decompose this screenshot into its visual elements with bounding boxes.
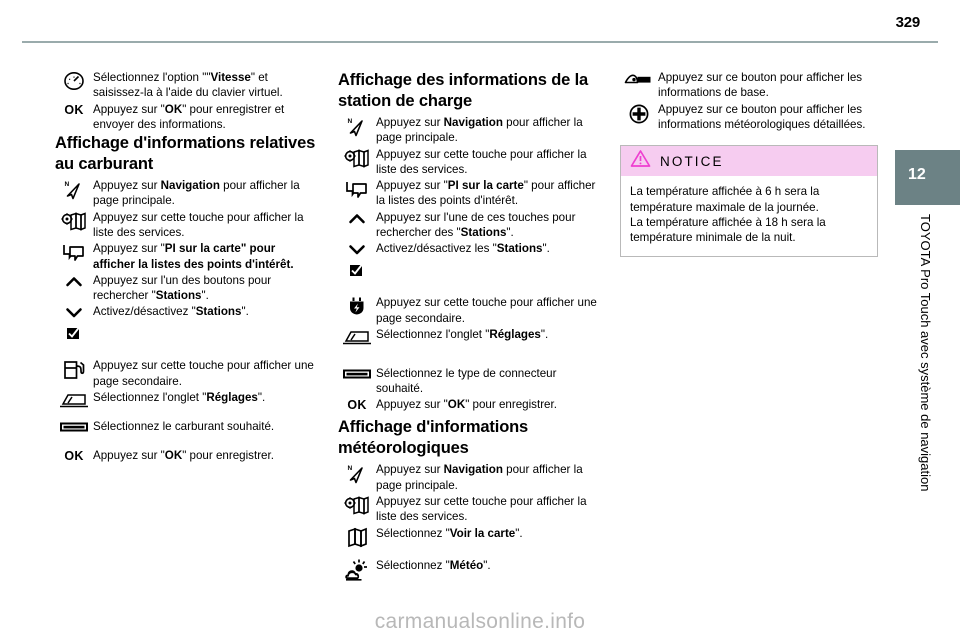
step-row [55,324,320,343]
step-row [338,147,603,178]
north-arrow-icon [338,462,376,485]
section-title-weather: Affichage d'informations météorologiques [338,418,529,458]
svg-text:N: N [347,465,353,473]
settings-tab-icon [338,327,376,346]
page-header [0,0,960,40]
step-row [338,261,603,280]
step-text: Sélectionnez "Météo". [376,558,491,572]
slider-bar-icon [338,366,376,385]
spacer [338,281,603,295]
step-row [55,178,320,209]
step-row [55,358,320,389]
poi-map-icon [338,178,376,201]
charging-plug-icon [338,295,376,318]
step-text: Appuyez sur ce bouton pour afficher les informations de base. [658,71,863,100]
step-row [338,494,603,525]
chapter-number: 12 [908,166,926,183]
ok-icon-label: OK [347,398,367,413]
step-text: Appuyez sur cette touche pour afficher la liste des services. [376,494,587,524]
step-text: Appuyez sur l'une de ces touches pour rechercher des "Stations". [376,210,576,239]
step-text: Appuyez sur ce bouton pour afficher les informations météorologiques détaillées. [658,102,866,131]
north-arrow-icon [338,115,376,138]
notice-title: NOTICE [660,153,724,169]
chapter-title-vertical [895,210,960,640]
map-icon [338,526,376,548]
chapter-title-text: TOYOTA Pro Touch avec système de navigation [918,214,933,492]
step-text: Sélectionnez le carburant souhaité. [93,420,275,434]
spacer [338,549,603,558]
step-row [55,304,320,323]
checkbox-checked-icon [55,324,93,343]
step-text: Appuyez sur Navigation pour afficher la page principale. [93,179,300,208]
step-text: Appuyez sur "OK" pour enregistrer et envoyer des informations. [93,102,285,131]
step-text: Sélectionnez l'onglet "Réglages". [93,391,266,405]
notice-line: La température affichée à 18 h sera la température minimale de la nuit. [630,216,826,245]
step-row [620,102,912,133]
step-text: Appuyez sur "OK" pour enregistrer. [93,449,274,463]
step-row [338,295,603,326]
step-row [55,210,320,241]
step-row [338,115,603,146]
spacer [338,347,603,366]
notice-box [620,145,878,257]
step-row [338,241,603,260]
warning-triangle-icon [630,149,651,173]
step-row [338,558,603,582]
section-title-charging-station: Affichage des informations de la station de charge [338,71,589,110]
step-row [338,210,603,241]
ok-button-icon [55,102,93,121]
step-row [338,462,603,493]
step-text: Sélectionnez l'option ""Vitesse" et saisissez-la à l'aide du clavier virtuel. [93,71,283,100]
weather-sun-cloud-icon [338,558,376,582]
north-arrow-icon [55,178,93,201]
ok-button-icon [338,397,376,416]
step-row [55,419,320,438]
step-text: Appuyez sur cette touche pour afficher une page secondaire. [93,359,314,388]
step-row [620,70,912,101]
step-text: Sélectionnez "Voir la carte". [376,526,523,540]
services-list-icon [55,210,93,232]
step-row [338,526,603,548]
spacer [55,410,320,419]
step-row [55,448,320,467]
page-body [55,70,895,615]
right-column [620,70,912,257]
chapter-side-tab [895,150,960,492]
middle-column [338,70,603,583]
poi-map-icon [55,241,93,264]
step-text: Appuyez sur cette touche pour afficher une page secondaire. [376,296,597,325]
step-text: Sélectionnez l'onglet "Réglages". [376,327,549,341]
chevron-up-icon [338,210,376,229]
slider-bar-icon [55,419,93,438]
chevron-down-icon [55,304,93,323]
step-row [338,327,603,346]
svg-text:N: N [347,117,353,125]
site-watermark: carmanualsonline.info [374,610,586,633]
svg-text:N: N [64,181,70,189]
step-text: Appuyez sur cette touche pour afficher la liste des services. [376,147,587,176]
notice-body [621,176,877,256]
step-row [55,241,320,272]
spacer [55,344,320,358]
step-text: Appuyez sur "PI sur la carte" pour afficher la listes des points d'intérêt. [93,242,294,271]
ok-icon-label: OK [64,449,84,464]
step-row [55,102,320,133]
step-text: Activez/désactivez "Stations". [93,305,249,319]
step-text: Appuyez sur cette touche pour afficher la liste des services. [93,210,304,239]
step-text: Appuyez sur Navigation pour afficher la page principale. [376,115,583,145]
left-column [55,70,320,468]
ok-icon-label: OK [64,102,84,117]
step-row [338,397,603,416]
step-text: Appuyez sur Navigation pour afficher la page principale. [376,463,583,492]
step-row [55,70,320,101]
step-text: Appuyez sur "PI sur la carte" pour afficher la listes des points d'intérêt. [376,179,596,208]
ok-button-icon [55,448,93,467]
settings-tab-icon [55,390,93,409]
step-text: Sélectionnez le type de connecteur souhaité. [376,366,557,396]
step-row [338,366,603,397]
speedometer-icon [55,70,93,91]
step-text: Appuyez sur l'un des boutons pour rechercher "Stations". [93,273,272,303]
step-text: Activez/désactivez les "Stations". [376,242,550,256]
step-text: Appuyez sur "OK" pour enregistrer. [376,398,557,412]
step-row [55,390,320,409]
services-list-icon [338,147,376,169]
notice-header [621,146,877,176]
plus-circle-icon [620,102,658,125]
collapse-bar-icon [620,70,658,89]
chevron-up-icon [55,273,93,292]
spacer [55,439,320,448]
header-divider [22,41,938,43]
checkbox-checked-icon [338,261,376,280]
step-row [55,273,320,304]
notice-line: La température affichée à 6 h sera la température maximale de la journée. [630,185,820,214]
fuel-pump-icon [55,358,93,381]
page-number: 329 [895,14,920,31]
chapter-number-box [895,150,960,205]
section-title-fuel: Affichage d'informations relatives au carburant [55,134,316,174]
chevron-down-icon [338,241,376,260]
services-list-icon [338,494,376,516]
step-row [338,178,603,209]
